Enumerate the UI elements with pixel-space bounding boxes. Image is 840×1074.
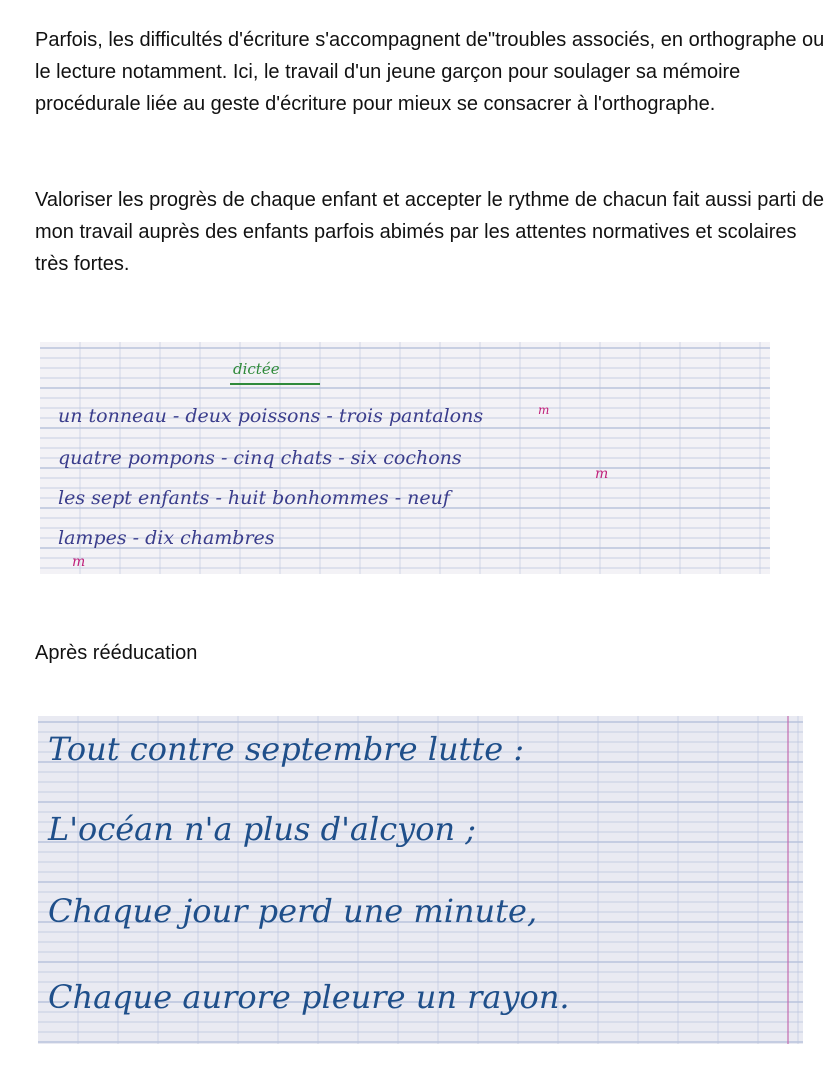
notebook-page-after <box>38 716 803 1044</box>
correction-mark-3: m <box>538 403 550 417</box>
handwritten-line-2: quatre pompons - cinq chats - six cochons <box>58 447 462 469</box>
correction-mark-1: m <box>595 466 609 482</box>
poem-line-1: Tout contre septembre lutte : <box>48 730 525 768</box>
poem-line-2: L'océan n'a plus d'alcyon ; <box>48 810 477 848</box>
poem-line-4: Chaque aurore pleure un rayon. <box>48 978 570 1016</box>
handwriting-before-photo <box>40 342 770 574</box>
value-paragraph: Valoriser les progrès de chaque enfant et accepter le rythme de chacun fait aussi parti de mon travail auprès des enfants parfois abimés par les attentes normatives et scolaires très fortes. <box>35 189 824 275</box>
handwritten-line-1: un tonneau - deux poissons - trois pantalons <box>58 405 484 427</box>
handwritten-line-4: lampes - dix chambres <box>58 527 275 549</box>
dictee-heading: dictée <box>233 360 280 378</box>
handwriting-after-photo <box>38 716 803 1044</box>
poem-line-3: Chaque jour perd une minute, <box>48 892 538 930</box>
notebook-page-before <box>40 342 770 574</box>
correction-mark-2: m <box>72 554 86 570</box>
intro-paragraph: Parfois, les difficultés d'écriture s'accompagnent de"troubles associés, en orthographe ou le lecture notamment. Ici, le travail d'un jeune garçon pour soulager sa mémoire procédurale liée au geste d'écriture pour mieux se consacrer à l'orthographe. <box>35 29 825 115</box>
handwritten-line-3: les sept enfants - huit bonhommes - neuf <box>58 487 450 509</box>
after-rehabilitation-caption: Après rééducation <box>35 642 198 664</box>
